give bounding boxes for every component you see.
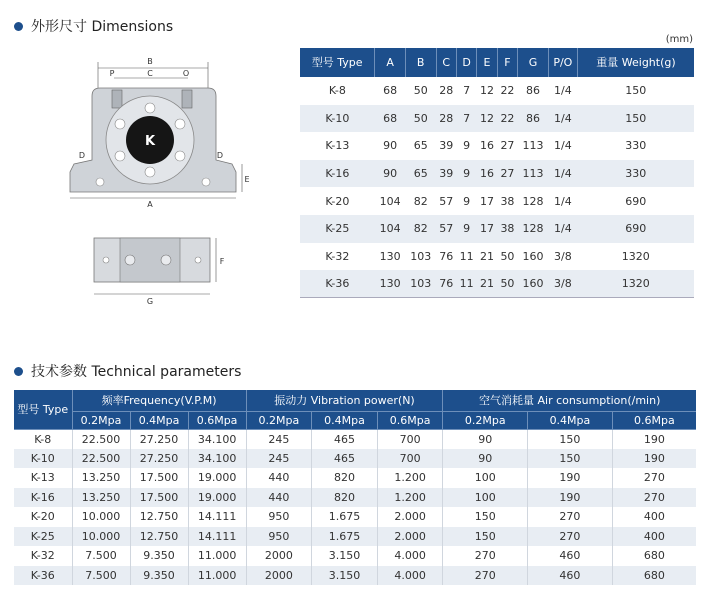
table-cell: 28: [436, 105, 456, 133]
table-cell: 19.000: [188, 468, 246, 488]
table-cell: 270: [612, 488, 696, 508]
dim-header-cell: D: [456, 48, 476, 77]
table-cell: 104: [375, 215, 406, 243]
table-cell: 39: [439, 139, 454, 153]
table-cell: 465: [312, 429, 378, 449]
table-cell: 82: [413, 194, 428, 208]
table-cell: 128: [522, 194, 544, 208]
label-k: K: [144, 134, 156, 149]
table-cell: 690: [577, 215, 694, 243]
table-row: [14, 429, 696, 449]
table-cell: 11.000: [188, 566, 246, 586]
table-cell: K-32: [14, 546, 72, 566]
table-cell: 113: [518, 160, 549, 188]
table-cell: 27.250: [130, 449, 188, 469]
bullet-icon: [14, 367, 23, 376]
table-cell: 2000: [246, 546, 312, 566]
table-cell: 10.000: [72, 507, 130, 527]
table-cell: 440: [246, 488, 312, 508]
table-cell: 17: [477, 215, 497, 243]
table-cell: 16: [480, 139, 495, 153]
table-cell: 103: [405, 270, 436, 298]
pressure-header: 0.6Mpa: [188, 411, 246, 429]
dim-header-cell: G: [518, 48, 549, 77]
table-cell: 400: [643, 510, 665, 524]
table-cell: 12.750: [130, 527, 188, 547]
table-cell: 1/4: [548, 105, 577, 133]
table-cell: 86: [518, 105, 549, 133]
dim-header-cell: E: [477, 48, 497, 77]
table-cell: 190: [643, 432, 665, 446]
table-cell: 4.000: [377, 546, 443, 566]
table-cell: 3.150: [312, 566, 378, 586]
pressure-header: 0.4Mpa: [528, 411, 613, 429]
table-cell: 21: [477, 270, 497, 298]
table-cell: 1.675: [312, 527, 378, 547]
table-row: [300, 243, 694, 271]
table-cell: 113: [522, 139, 544, 153]
table-cell: 22.500: [72, 449, 130, 469]
table-cell: 1.200: [377, 468, 443, 488]
table-cell: 160: [522, 249, 544, 263]
table-cell: 34.100: [188, 449, 246, 469]
table-cell: K-10: [14, 449, 72, 469]
table-cell: 1/4: [553, 139, 572, 153]
pressure-header: 0.2Mpa: [443, 411, 528, 429]
table-cell: 22: [497, 105, 517, 133]
table-row: [14, 449, 696, 469]
table-cell: 2000: [246, 566, 312, 586]
label-f: F: [219, 257, 225, 266]
table-cell: 950: [246, 527, 312, 547]
table-cell: 34.100: [188, 429, 246, 449]
table-cell: 270: [528, 527, 613, 547]
pressure-header: 0.4Mpa: [312, 411, 378, 429]
table-cell: 1/4: [548, 160, 577, 188]
table-cell: 150: [528, 449, 613, 469]
table-cell: 90: [443, 429, 528, 449]
table-cell: 270: [443, 546, 528, 566]
table-cell: 150: [443, 507, 528, 527]
label-g: G: [146, 297, 154, 306]
table-cell: 39: [436, 160, 456, 188]
table-cell: 90: [383, 139, 398, 153]
table-cell: 50: [497, 270, 517, 298]
table-cell: 38: [497, 215, 517, 243]
table-cell: 190: [612, 449, 696, 469]
table-cell: 680: [643, 549, 665, 563]
table-cell: 460: [528, 566, 613, 586]
table-cell: 245: [246, 429, 312, 449]
table-cell: 22: [500, 84, 515, 98]
table-cell: 3.150: [312, 546, 378, 566]
table-cell: 76: [436, 270, 456, 298]
table-cell: 28: [439, 84, 454, 98]
table-cell: 7: [463, 84, 471, 98]
table-cell: 9.350: [130, 566, 188, 586]
table-cell: 700: [377, 449, 443, 469]
table-cell: 100: [443, 468, 528, 488]
technical-table: [14, 390, 696, 585]
table-cell: 190: [528, 468, 613, 488]
table-cell: 440: [246, 468, 312, 488]
table-cell: 16: [477, 160, 497, 188]
table-cell: 65: [405, 160, 436, 188]
table-cell: 950: [246, 507, 312, 527]
table-row: [300, 215, 694, 243]
pressure-header: 0.4Mpa: [130, 411, 188, 429]
table-cell: 17: [480, 194, 495, 208]
table-cell: 150: [443, 527, 528, 547]
table-cell: 1.675: [312, 507, 378, 527]
table-row: [14, 566, 696, 586]
table-cell: 17.500: [130, 468, 188, 488]
unit-label: (mm): [665, 34, 693, 45]
table-cell: K-8: [14, 429, 72, 449]
table-cell: 9: [463, 139, 471, 153]
table-cell: 1320: [577, 270, 694, 298]
table-cell: 150: [625, 84, 647, 98]
table-cell: 50: [405, 105, 436, 133]
table-cell: K-32: [325, 249, 350, 263]
table-cell: 160: [518, 270, 549, 298]
type-header: 型号 Type: [14, 390, 72, 429]
label-d-right: D: [216, 151, 224, 160]
table-cell: 22.500: [72, 429, 130, 449]
table-cell: 2.000: [377, 527, 443, 547]
table-cell: 82: [405, 215, 436, 243]
dimensions-header-row: [300, 48, 694, 77]
table-row: [300, 270, 694, 298]
technical-header-row: [14, 390, 696, 411]
table-cell: 38: [500, 194, 515, 208]
technical-pressure-row: [14, 411, 696, 429]
table-cell: 86: [525, 84, 540, 98]
table-row: [14, 546, 696, 566]
table-cell: 270: [443, 566, 528, 586]
table-cell: 400: [612, 527, 696, 547]
table-cell: 9: [456, 215, 476, 243]
table-cell: K-10: [300, 105, 375, 133]
table-cell: 12: [477, 105, 497, 133]
table-cell: 1320: [621, 249, 650, 263]
front-view-drawing: [60, 52, 250, 212]
table-cell: 465: [312, 449, 378, 469]
table-cell: 68: [383, 84, 398, 98]
label-b: B: [147, 57, 153, 66]
table-cell: 13.250: [72, 468, 130, 488]
table-cell: K-20: [325, 194, 350, 208]
table-cell: 11: [459, 249, 474, 263]
table-cell: 130: [379, 249, 401, 263]
table-cell: 190: [528, 488, 613, 508]
table-cell: 4.000: [377, 566, 443, 586]
table-cell: 130: [375, 270, 406, 298]
dim-header-cell: 型号 Type: [300, 48, 375, 77]
table-cell: 245: [246, 449, 312, 469]
dim-header-cell: F: [497, 48, 517, 77]
dim-header-cell: 重量 Weight(g): [577, 48, 694, 77]
table-cell: 1/4: [553, 84, 572, 98]
table-cell: 21: [480, 249, 495, 263]
table-cell: 12: [480, 84, 495, 98]
table-row: [300, 105, 694, 133]
table-cell: 2.000: [377, 507, 443, 527]
table-cell: 57: [436, 215, 456, 243]
dim-header-cell: C: [436, 48, 456, 77]
table-cell: 76: [439, 249, 454, 263]
table-row: [300, 160, 694, 188]
table-cell: 150: [528, 429, 613, 449]
table-cell: 10.000: [72, 527, 130, 547]
table-cell: 9: [463, 194, 471, 208]
table-cell: 103: [410, 249, 432, 263]
table-cell: K-25: [300, 215, 375, 243]
table-cell: K-36: [14, 566, 72, 586]
table-cell: 11: [456, 270, 476, 298]
table-cell: 14.111: [188, 507, 246, 527]
table-cell: 17.500: [130, 488, 188, 508]
pressure-header: 0.2Mpa: [72, 411, 130, 429]
table-cell: 7.500: [72, 546, 130, 566]
table-row: [14, 468, 696, 488]
group-header: 频率Frequency(V.P.M): [72, 390, 246, 411]
dim-header-cell: P/O: [548, 48, 577, 77]
table-cell: 7.500: [72, 566, 130, 586]
table-cell: 27: [500, 139, 515, 153]
table-cell: 27: [497, 160, 517, 188]
table-cell: 7: [456, 105, 476, 133]
table-row: [14, 527, 696, 547]
table-cell: 19.000: [188, 488, 246, 508]
label-e: E: [244, 175, 250, 184]
table-cell: K-13: [14, 468, 72, 488]
label-c: C: [147, 69, 153, 78]
pressure-header: 0.2Mpa: [246, 411, 312, 429]
table-cell: 3/8: [548, 270, 577, 298]
table-cell: 690: [625, 194, 647, 208]
table-cell: K-25: [14, 527, 72, 547]
table-cell: 270: [643, 471, 665, 485]
table-cell: 1.200: [377, 488, 443, 508]
table-row: [14, 488, 696, 508]
dim-header-cell: A: [375, 48, 406, 77]
table-cell: 330: [577, 160, 694, 188]
table-cell: 1/4: [548, 215, 577, 243]
table-cell: 820: [312, 468, 378, 488]
pressure-header: 0.6Mpa: [377, 411, 443, 429]
pressure-header: 0.6Mpa: [612, 411, 696, 429]
table-cell: 13.250: [72, 488, 130, 508]
group-header: 振动力 Vibration power(N): [246, 390, 443, 411]
table-cell: K-16: [14, 488, 72, 508]
table-cell: 3/8: [553, 249, 572, 263]
table-cell: 11.000: [188, 546, 246, 566]
dim-header-cell: B: [405, 48, 436, 77]
label-a: A: [147, 200, 153, 209]
table-cell: K-13: [325, 139, 350, 153]
table-row: [300, 187, 694, 215]
table-cell: 57: [439, 194, 454, 208]
label-o: O: [182, 69, 190, 78]
table-row: [300, 132, 694, 160]
table-cell: 820: [312, 488, 378, 508]
top-view-drawing: [88, 232, 228, 308]
table-cell: 330: [625, 139, 647, 153]
table-cell: 700: [377, 429, 443, 449]
table-cell: 50: [500, 249, 515, 263]
table-cell: 90: [375, 160, 406, 188]
table-cell: 14.111: [188, 527, 246, 547]
table-row: [300, 77, 694, 105]
table-row: [14, 507, 696, 527]
dimensions-title: 外形尺寸 Dimensions: [14, 16, 173, 36]
bullet-icon: [14, 22, 23, 31]
table-cell: K-8: [328, 84, 346, 98]
table-cell: 128: [518, 215, 549, 243]
table-cell: 460: [528, 546, 613, 566]
label-p: P: [109, 69, 115, 78]
table-cell: 12.750: [130, 507, 188, 527]
group-header: 空气消耗量 Air consumption(/min): [443, 390, 696, 411]
table-cell: 1/4: [553, 194, 572, 208]
table-cell: 150: [577, 105, 694, 133]
table-cell: K-20: [14, 507, 72, 527]
table-cell: 27.250: [130, 429, 188, 449]
table-cell: 68: [375, 105, 406, 133]
table-cell: 100: [443, 488, 528, 508]
technical-title: 技术参数 Technical parameters: [14, 361, 241, 381]
table-cell: 104: [379, 194, 401, 208]
table-cell: 90: [443, 449, 528, 469]
table-cell: K-16: [300, 160, 375, 188]
label-d-left: D: [78, 151, 86, 160]
table-cell: 270: [528, 507, 613, 527]
table-cell: 680: [612, 566, 696, 586]
table-cell: 65: [413, 139, 428, 153]
table-cell: 9: [456, 160, 476, 188]
dimensions-table: [300, 48, 694, 298]
table-cell: 50: [413, 84, 428, 98]
table-cell: 9.350: [130, 546, 188, 566]
table-cell: K-36: [300, 270, 375, 298]
